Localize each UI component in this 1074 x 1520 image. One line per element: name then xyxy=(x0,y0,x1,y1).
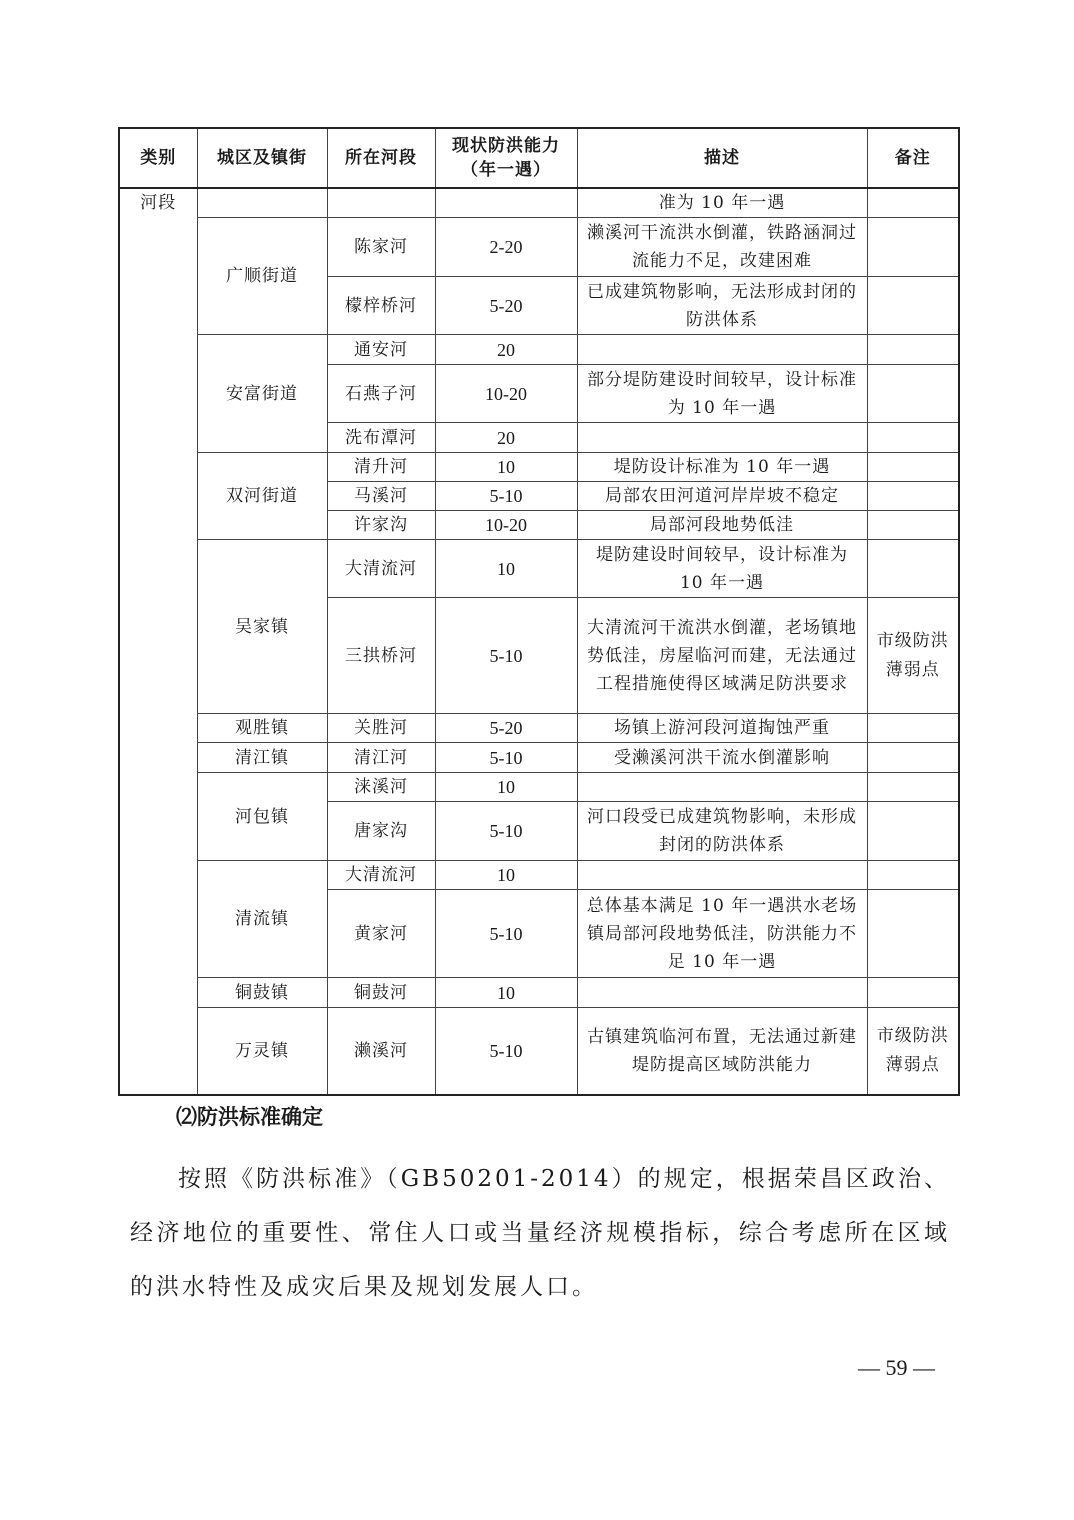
river-cell: 涞溪河 xyxy=(327,773,435,802)
river-cell: 唐家沟 xyxy=(327,802,435,861)
district-cell: 观胜镇 xyxy=(197,714,327,743)
river-cell: 关胜河 xyxy=(327,714,435,743)
header-river: 所在河段 xyxy=(327,128,435,188)
description-cell xyxy=(577,423,867,453)
header-capacity-line2: （年一遇） xyxy=(461,160,551,180)
remark-cell xyxy=(867,743,959,773)
river-cell: 陈家河 xyxy=(327,218,435,277)
remark-cell xyxy=(867,218,959,277)
remark-cell xyxy=(867,511,959,540)
remark-cell xyxy=(867,335,959,365)
capacity-cell: 10 xyxy=(435,540,577,598)
capacity-cell: 20 xyxy=(435,423,577,453)
river-cell: 马溪河 xyxy=(327,482,435,511)
capacity-cell: 10 xyxy=(435,773,577,802)
district-cell: 河包镇 xyxy=(197,773,327,861)
table-row xyxy=(119,188,959,218)
description-cell: 堤防设计标准为 10 年一遇 xyxy=(577,453,867,482)
district-cell: 清流镇 xyxy=(197,861,327,978)
district-cell: 清江镇 xyxy=(197,743,327,773)
capacity-cell: 5-10 xyxy=(435,802,577,861)
remark-cell xyxy=(867,861,959,890)
capacity-cell: 5-10 xyxy=(435,598,577,714)
remark-cell xyxy=(867,978,959,1008)
remark-cell xyxy=(867,277,959,335)
river-cell: 通安河 xyxy=(327,335,435,365)
body-paragraph: 按照《防洪标准》（GB50201-2014）的规定，根据荣昌区政治、经济地位的重要性、常住人口或当量经济规模指标，综合考虑所在区域的洪水特性及成灾后果及规划发展人口。 xyxy=(130,1166,950,1300)
header-capacity-line1: 现状防洪能力 xyxy=(452,136,560,156)
header-description: 描述 xyxy=(577,128,867,188)
remark-cell xyxy=(867,188,959,218)
river-cell: 清江河 xyxy=(327,743,435,773)
capacity-cell: 5-10 xyxy=(435,890,577,978)
capacity-cell: 10-20 xyxy=(435,511,577,540)
remark-cell xyxy=(867,714,959,743)
remark-cell xyxy=(867,365,959,423)
capacity-cell: 10-20 xyxy=(435,365,577,423)
remark-cell xyxy=(867,802,959,861)
river-cell: 石燕子河 xyxy=(327,365,435,423)
capacity-cell: 5-10 xyxy=(435,743,577,773)
description-cell: 受濑溪河洪干流水倒灌影响 xyxy=(577,743,867,773)
table-row xyxy=(119,218,959,277)
table-row xyxy=(119,773,959,802)
river-cell: 檬梓桥河 xyxy=(327,277,435,335)
remark-cell xyxy=(867,453,959,482)
header-capacity xyxy=(435,128,577,188)
capacity-cell: 10 xyxy=(435,861,577,890)
river-cell: 清升河 xyxy=(327,453,435,482)
description-cell: 场镇上游河段河道掏蚀严重 xyxy=(577,714,867,743)
river-cell: 大清流河 xyxy=(327,861,435,890)
page-number: — 59 — xyxy=(858,1355,935,1380)
river-cell: 洗布潭河 xyxy=(327,423,435,453)
table-row xyxy=(119,540,959,598)
description-cell xyxy=(577,335,867,365)
remark-cell xyxy=(867,890,959,978)
description-cell: 大清流河干流洪水倒灌，老场镇地势低洼，房屋临河而建，无法通过工程措施使得区域满足防洪要求 xyxy=(577,598,867,714)
remark-cell: 市级防洪薄弱点 xyxy=(867,1008,959,1095)
description-cell: 堤防建设时间较早，设计标准为 10 年一遇 xyxy=(577,540,867,598)
description-cell: 古镇建筑临河布置，无法通过新建堤防提高区域防洪能力 xyxy=(577,1008,867,1095)
river-cell: 许家沟 xyxy=(327,511,435,540)
capacity-cell: 10 xyxy=(435,978,577,1008)
remark-cell xyxy=(867,482,959,511)
remark-cell: 市级防洪薄弱点 xyxy=(867,598,959,714)
table-row xyxy=(119,861,959,890)
description-cell: 总体基本满足 10 年一遇洪水老场镇局部河段地势低洼，防洪能力不足 10 年一遇 xyxy=(577,890,867,978)
district-cell: 万灵镇 xyxy=(197,1008,327,1095)
river-cell: 三拱桥河 xyxy=(327,598,435,714)
description-cell: 已成建筑物影响，无法形成封闭的防洪体系 xyxy=(577,277,867,335)
remark-cell xyxy=(867,773,959,802)
capacity-cell xyxy=(435,188,577,218)
header-remark: 备注 xyxy=(867,128,959,188)
capacity-cell: 10 xyxy=(435,453,577,482)
remark-cell xyxy=(867,423,959,453)
description-cell: 局部河段地势低洼 xyxy=(577,511,867,540)
table-row xyxy=(119,1008,959,1095)
river-cell: 大清流河 xyxy=(327,540,435,598)
table-row xyxy=(119,453,959,482)
table-row xyxy=(119,978,959,1008)
description-cell: 河口段受已成建筑物影响，未形成封闭的防洪体系 xyxy=(577,802,867,861)
river-cell xyxy=(327,188,435,218)
remark-cell xyxy=(867,540,959,598)
district-cell: 双河街道 xyxy=(197,453,327,540)
flood-capacity-table xyxy=(118,127,960,1096)
capacity-cell: 5-10 xyxy=(435,1008,577,1095)
description-cell: 濑溪河干流洪水倒灌，铁路涵洞过流能力不足，改建困难 xyxy=(577,218,867,277)
capacity-cell: 5-20 xyxy=(435,714,577,743)
table-row xyxy=(119,335,959,365)
header-category: 类别 xyxy=(119,128,197,188)
table-row xyxy=(119,743,959,773)
river-cell: 黄家河 xyxy=(327,890,435,978)
section-heading: ⑵防洪标准确定 xyxy=(176,1105,323,1129)
district-cell: 吴家镇 xyxy=(197,540,327,714)
description-cell xyxy=(577,773,867,802)
district-cell: 广顺街道 xyxy=(197,218,327,335)
description-cell: 局部农田河道河岸岸坡不稳定 xyxy=(577,482,867,511)
capacity-cell: 5-10 xyxy=(435,482,577,511)
category-cell: 河段 xyxy=(119,188,197,1095)
description-cell xyxy=(577,978,867,1008)
district-cell: 铜鼓镇 xyxy=(197,978,327,1008)
header-district: 城区及镇街 xyxy=(197,128,327,188)
district-cell: 安富街道 xyxy=(197,335,327,453)
description-cell xyxy=(577,861,867,890)
description-cell: 部分堤防建设时间较早，设计标准为 10 年一遇 xyxy=(577,365,867,423)
table-row xyxy=(119,714,959,743)
description-cell: 准为 10 年一遇 xyxy=(577,188,867,218)
river-cell: 濑溪河 xyxy=(327,1008,435,1095)
table-header-row xyxy=(119,128,959,188)
capacity-cell: 20 xyxy=(435,335,577,365)
capacity-cell: 2-20 xyxy=(435,218,577,277)
river-cell: 铜鼓河 xyxy=(327,978,435,1008)
capacity-cell: 5-20 xyxy=(435,277,577,335)
district-cell xyxy=(197,188,327,218)
